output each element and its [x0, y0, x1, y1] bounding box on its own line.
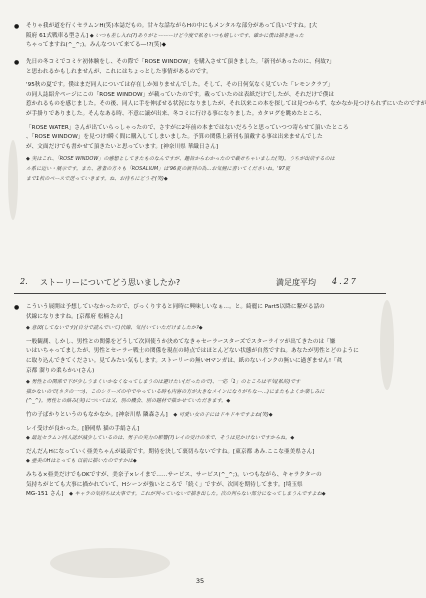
- comment-line: 竹の子ばかりというのもなかなか。[神奈川県 隣森さん] ◆ 可愛い女の子にはドキドキですよね(笑)◆: [26, 411, 273, 418]
- comment-line: こういう展開は予想していなかったので、びっくりすると同時に興味しいなぁ…。と。綺麗に Part5以降に繋がる話の: [26, 304, 325, 310]
- paper-texture: [380, 300, 394, 390]
- author-reply: (^_^)。男性との絡み(実)については又、別の機会、別の題材で描かせていただきます。◆: [26, 398, 231, 405]
- comment-line: 先日の冬コミでコミケ初体験をし、その際で「ROSE WINDOW」を購入させて頂きました。「新刊があったのに、何故?」: [26, 59, 335, 65]
- comment-line: みちる×亜美だけでもOKですが、美奈子×レイまで……サービス、サービス(^_^;)。いつもながら、キャラクターの: [26, 471, 322, 478]
- comment-line: レイ受けが良かった。[静岡県 猫の手絹さん]: [26, 425, 140, 432]
- comment-line: 一般観測、しかし、男性との関係をどうして次回使うか決めてなきゃセーラースターズでスターライツが出てきたのは「嫌: [26, 338, 336, 345]
- comment-line: が、文面だけでも書かせて頂きたいと思っています。[神奈川県 華織日さん]: [26, 143, 219, 150]
- comment-line: 伏線になりますね。[京都府 松楠さん]: [26, 313, 123, 320]
- author-reply: まで1枚のペースで送っていきます。ね、お待ちにどうぞ(笑)◆: [26, 175, 168, 182]
- section-title: ストーリーについてどう思いましたか?: [40, 278, 181, 287]
- comment-line: そりゃ我が道を行くセラムンH(笑)本誌だもの。甘々な話ながらHの中にもメンタルな部分があって良いですね。[大: [26, 23, 318, 29]
- comment-line: '95秋の夏です。僕はまだ同人については存在しか知りませんでした。そして、その日何気なく見ていた「レモンクラブ」: [26, 82, 334, 89]
- comment-line: MG-151 さん] ◆ キャラの気持ちは大事です。これが判っていないで描き出した。次の判らない部分になってしまうんですよね◆: [26, 491, 326, 498]
- comment-line: と思われるかもしれませんが、これにはちょっとした事情があるのです。: [26, 68, 212, 75]
- comment-line: に取り込んできてください。見てみたい気もします。ストーリーの無いHマンガは、紙のないインクの無いに過ぎません!「眞: [26, 357, 343, 364]
- author-reply: ◆ 実はこれ、「ROSE WINDOW」の感想としてきたものなんですが、趣旨からわかったので載せちゃいました(笑)。うちが出店するのは: [26, 156, 335, 163]
- author-reply: ◆ キャラの気持ちは大事です。これが判っていないで描き出した。次の判らない部分になってしまうんですよね◆: [69, 491, 326, 498]
- page-number: 35: [195, 577, 205, 585]
- score-value: 4.27: [332, 277, 358, 286]
- bullet-icon: ●: [14, 304, 20, 311]
- bullet-icon: ●: [14, 59, 20, 66]
- comment-line: 惹かれるものを感じました。その後、同人に手を伸ばせる状況になりましたが、それ以来この本を探しては見つからず、なかなか見つけられずにいたのですが: [26, 101, 426, 108]
- comment-line: だんだんHになっていく亜美ちゃんが最高です。期待を決して裏切らないですね。[東京都 あみ.ここな亜美県さん]: [26, 448, 315, 455]
- author-reply: ル系に近い・展示です。また、著者の方々も「ROSALIUM」は'96夏の新刊の為...お気軽に書いてくださいね。'97夏: [26, 165, 291, 172]
- comment-line: 京都 溜りの柔らかい(さん): [26, 367, 95, 374]
- comment-line: の同人誌紹介ページにこの「ROSE WINDOW」が載っていたのです。載っていたのは表紙だけでしたが、それだけで僕は: [26, 91, 335, 98]
- comment-block-top: [26, 22, 378, 51]
- paper-texture: [8, 140, 18, 220]
- author-reply: ◆ 意図(してないです)(自分で読んでいて)伏線、気付いていただけましたか?◆: [26, 325, 203, 332]
- author-reply: ◆ いつも差し入れ(?)ありがとーーーけど今度で私をいつも嬉しいです、確かに僕は描き迷った: [89, 32, 304, 39]
- comment-line: 気持ちがとても大事に描かれていて、Hシーンが強いところで「続く」ですが、次回を期待してます。[埼玉県: [26, 481, 303, 488]
- comment-line: が手掛りでありました。そんなある時、不意に譲が出来、冬コミに行ける事になりました。カタログを眺めたところ、: [26, 110, 326, 117]
- author-reply: ◆ 可愛い女の子にはドキドキですよね(笑)◆: [173, 411, 273, 418]
- comment-line: 「ROSE WATER」さんが出ていらっしゃったので、さすがに2年前の本まではないだろうと思っていつつ寄らせて頂いたところ: [26, 124, 349, 131]
- author-reply: ◆ 男性との関係で下が少しうまくいかなくなってしまうのは避けたい(だったので)、一応「1」のところは平気(私的)です: [26, 379, 301, 386]
- author-reply: ◆ 亜美のHはとっても 以前に描いたのですかは◆: [26, 458, 137, 465]
- comment-line: ちゃってますね(^_^;)。みんなついて来てる―!?(笑)◆: [26, 42, 167, 49]
- author-reply: ◆ 最近セラムン同人誌が減少しているのは、男子の実力の影響(?)レイの受けの本で、そうは見かけないですからね。◆: [26, 435, 295, 442]
- paper-texture: [50, 548, 170, 578]
- author-reply: 描かないので(ネタの一つ)、このシリーズの中でやっている時も内容の方が大きなメインになりがちなー…)にまたもよくか楽しみに: [26, 388, 325, 395]
- bullet-icon: ●: [14, 23, 20, 30]
- comment-block-bottom: [26, 303, 378, 500]
- section-number: 2.: [20, 277, 28, 286]
- comment-line: いはいちゃってましたが、男性とセーラー戦士の関係を現在の時点ではほとんどない状態が自然ですね。あなたが男性とどのように: [26, 348, 359, 355]
- section-header: [14, 275, 386, 294]
- comment-line: 阪府 61式戦車る型さん] ◆ いつも差し入れ(?)ありがとーーーけど今度で私をいつも嬉しいです、確かに僕は描き迷った: [26, 32, 304, 39]
- comment-line: 、「ROSE WINDOW」を見つけ!瞬く間に購入してしまいました。予算の関係上新刊も頂戴する事は出来ませんでした: [26, 134, 323, 141]
- comment-block-rose-window: [26, 58, 426, 184]
- score-label: 満足度平均: [276, 278, 316, 287]
